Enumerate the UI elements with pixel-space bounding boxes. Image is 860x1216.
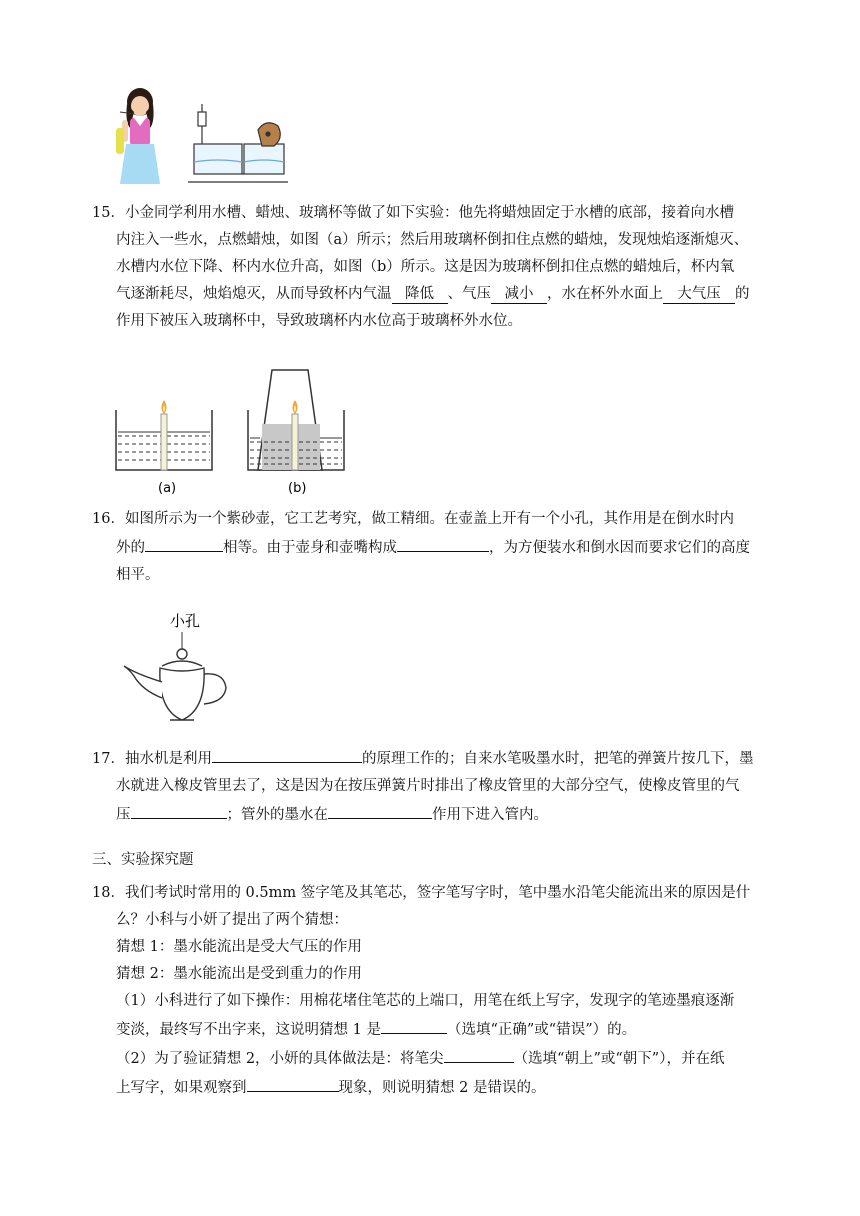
q18-line-1: 18．我们考试时常用的 0.5mm 签字笔及其笔芯，签字笔写字时，笔中墨水沿笔尖能流出来的原因是什 bbox=[92, 885, 751, 901]
q17-line-3 bbox=[92, 800, 772, 829]
question-18 bbox=[92, 880, 772, 1102]
q18-part-1-line-2-text-b: （选填“正确”或“错误”）的。 bbox=[446, 1022, 637, 1038]
q16-blank-1 bbox=[145, 533, 223, 552]
q18-blank-2 bbox=[444, 1044, 514, 1063]
question-16 bbox=[92, 506, 772, 589]
q17-line-2: 水就进入橡皮管里去了，这是因为在按压弹簧片时排出了橡皮管里的大部分空气，使橡皮管里的气 bbox=[116, 778, 740, 794]
q15-line-2: 内注入一些水，点燃蜡烛，如图（a）所示；然后用玻璃杯倒扣住点燃的蜡烛，发现烛焰逐渐熄灭、 bbox=[116, 232, 749, 248]
figure-a-label: (a) bbox=[158, 481, 177, 496]
q16-line-2-text-b: 相等。由于壶身和壶嘴构成 bbox=[223, 540, 397, 556]
q18-part-1-line-2-text-a: 变淡，最终写不出字来，这说明猜想 1 是 bbox=[116, 1022, 381, 1038]
animal-drinking-device-illustration bbox=[188, 104, 288, 182]
question-17 bbox=[92, 744, 772, 829]
girl-drinking-illustration bbox=[116, 88, 160, 184]
q17-blank-2 bbox=[131, 800, 227, 819]
figure-a-tank bbox=[116, 400, 212, 470]
q18-part-2-line-1-text-b: （选填“朝上”或“朝下”），并在纸 bbox=[513, 1051, 725, 1067]
q18-part-1-line-1: （1）小科进行了如下操作：用棉花堵住笔芯的上端口，用笔在纸上写字，发现字的笔迹墨痕逐渐 bbox=[116, 993, 735, 1009]
q15-line-4-text-c: ，水在杯外水面上 bbox=[547, 286, 663, 302]
q17-line-3-text-c: 作用下进入管内。 bbox=[432, 807, 548, 823]
q15-line-4 bbox=[92, 281, 772, 308]
q17-line-3-text-a: 压 bbox=[116, 807, 131, 823]
q17-line-1 bbox=[92, 744, 772, 773]
q15-line-3: 水槽内水位下降、杯内水位升高，如图（b）所示。这是因为玻璃杯倒扣住点燃的蜡烛后，杯内氧 bbox=[116, 259, 735, 275]
q15-line-1: 15．小金同学利用水槽、蜡烛、玻璃杯等做了如下实验：他先将蜡烛固定于水槽的底部，接着向水槽 bbox=[92, 205, 734, 221]
figure-b-tank bbox=[248, 370, 344, 470]
q15-answer-pressure: 减小 bbox=[491, 285, 547, 304]
q16-line-3: 相平。 bbox=[116, 567, 160, 583]
q15-line-5: 作用下被压入玻璃杯中，导致玻璃杯内水位高于玻璃杯外水位。 bbox=[116, 313, 522, 329]
candle-figure bbox=[112, 364, 352, 499]
q16-line-2-text-c: ，为方便装水和倒水因而要求它们的高度 bbox=[489, 540, 750, 556]
q18-part-2-line-2-text-a: 上写字，如果观察到 bbox=[116, 1080, 247, 1096]
q15-line-4-text-b: 、气压 bbox=[447, 286, 491, 302]
q16-blank-2 bbox=[397, 533, 489, 552]
teapot-figure bbox=[112, 610, 242, 734]
figure-b-label: (b) bbox=[288, 481, 307, 496]
q16-line-2 bbox=[92, 533, 772, 562]
q17-blank-1 bbox=[212, 744, 362, 763]
q16-line-2-text-a: 外的 bbox=[116, 540, 145, 556]
q17-line-3-text-b: ；管外的墨水在 bbox=[226, 807, 328, 823]
teapot-hole-label: 小孔 bbox=[170, 612, 201, 630]
q18-guess-1: 猜想 1：墨水能流出是受大气压的作用 bbox=[116, 939, 362, 955]
section-3-title: 三、实验探究题 bbox=[92, 852, 194, 868]
q17-blank-3 bbox=[328, 800, 432, 819]
teapot-drawing bbox=[124, 649, 226, 720]
q17-line-1-text-a: 17．抽水机是利用 bbox=[92, 751, 212, 767]
q15-answer-temperature: 降低 bbox=[392, 285, 448, 304]
q15-line-4-text-d: 的 bbox=[735, 286, 750, 302]
q18-blank-1 bbox=[381, 1015, 447, 1034]
question-15 bbox=[92, 200, 772, 335]
q18-part-2-line-2-text-b: 现象，则说明猜想 2 是错误的。 bbox=[338, 1080, 546, 1096]
q18-blank-3 bbox=[247, 1073, 339, 1092]
q16-line-1: 16．如图所示为一个紫砂壶，它工艺考究，做工精细。在壶盖上开有一个小孔，其作用是在倒水时内 bbox=[92, 511, 734, 527]
q18-part-2-line-1 bbox=[92, 1044, 772, 1073]
top-figure bbox=[108, 82, 298, 192]
q15-line-4-text-a: 气逐渐耗尽，烛焰熄灭，从而导致杯内气温 bbox=[116, 286, 392, 302]
q18-part-2-line-2 bbox=[92, 1073, 772, 1102]
q18-part-1-line-2 bbox=[92, 1015, 772, 1044]
q18-guess-2: 猜想 2：墨水能流出是受到重力的作用 bbox=[116, 966, 362, 982]
q18-part-2-line-1-text-a: （2）为了验证猜想 2，小妍的具体做法是：将笔尖 bbox=[116, 1051, 444, 1067]
q15-answer-atmospheric: 大气压 bbox=[663, 285, 735, 304]
q18-line-2: 么？小科与小妍了提出了两个猜想： bbox=[116, 912, 348, 928]
q17-line-1-text-b: 的原理工作的；自来水笔吸墨水时，把笔的弹簧片按几下，墨 bbox=[361, 751, 754, 767]
